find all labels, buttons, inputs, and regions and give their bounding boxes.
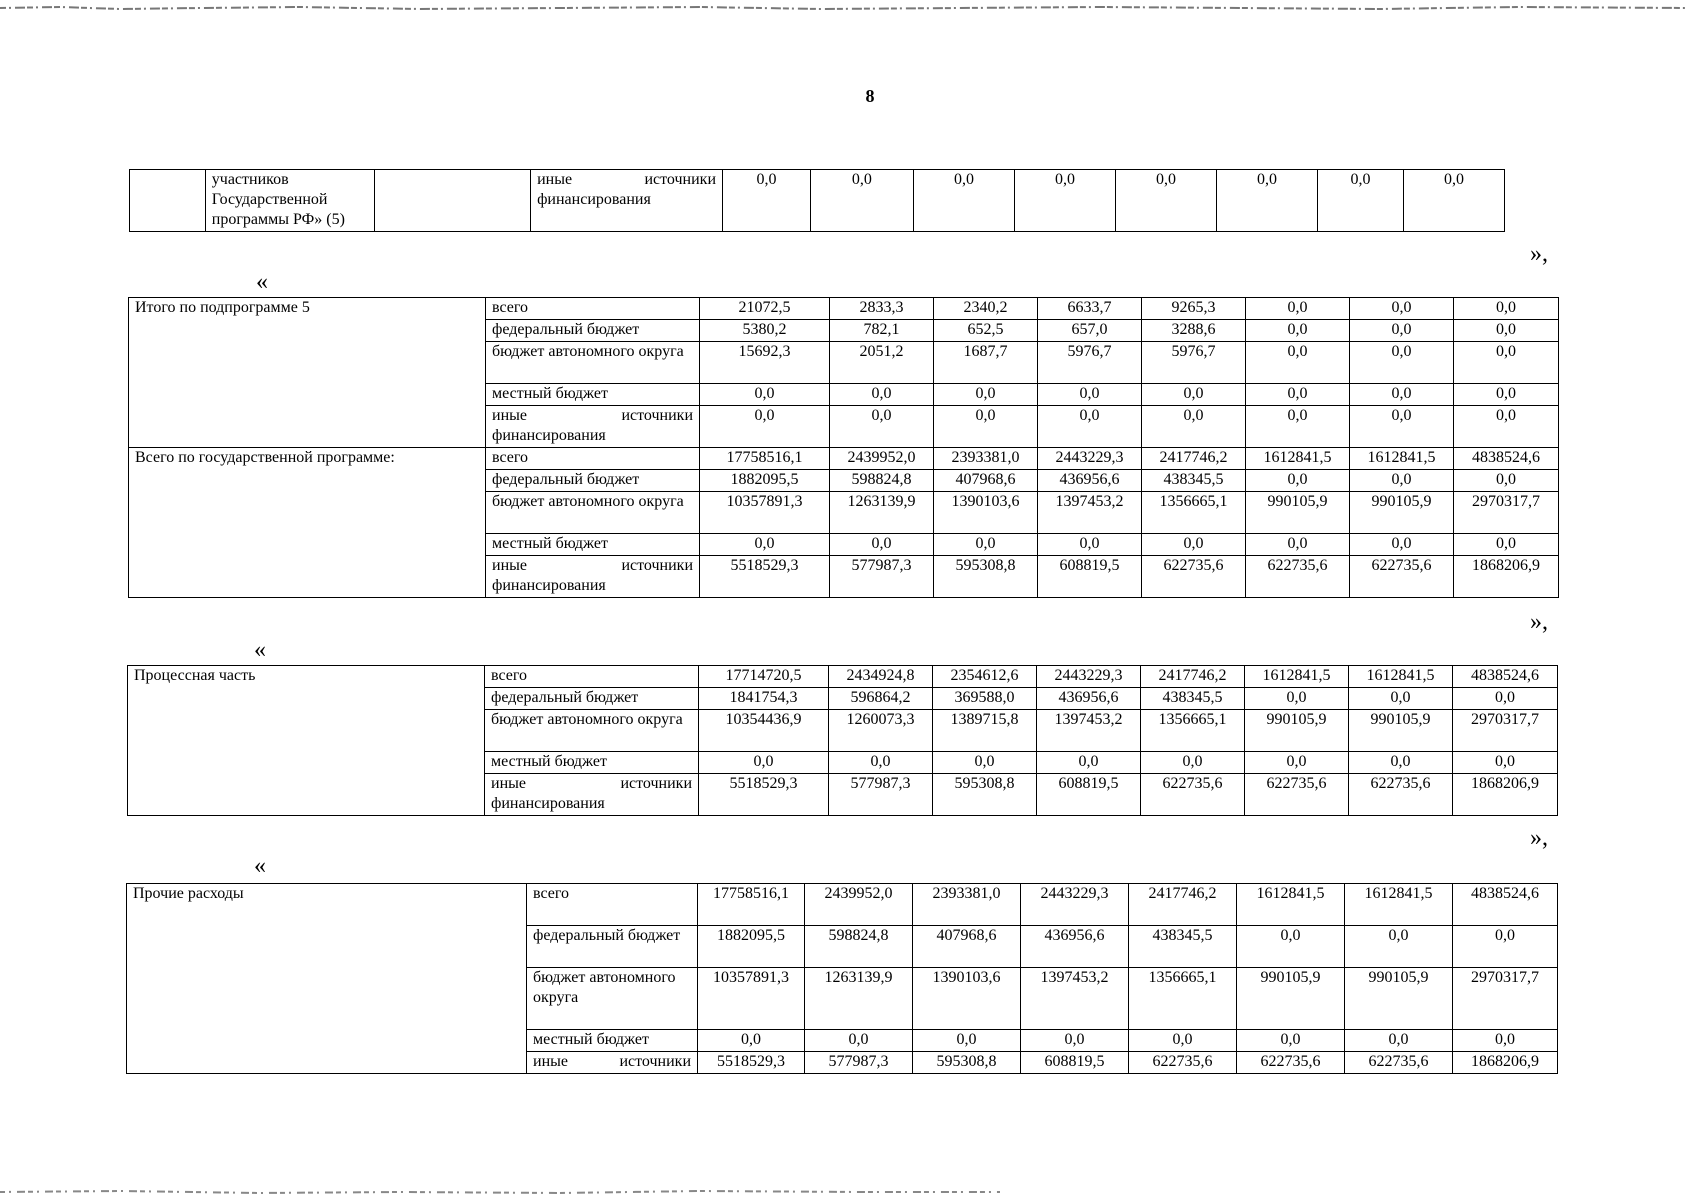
value-cell: 622735,6 (1129, 1052, 1237, 1074)
value-cell: 0,0 (1237, 926, 1345, 968)
closing-quote: », (1530, 609, 1548, 635)
value-cell: 0,0 (1454, 320, 1559, 342)
value-cell: 1389715,8 (933, 710, 1037, 752)
value-cell: 0,0 (1142, 534, 1246, 556)
value-cell: 4838524,6 (1453, 884, 1558, 926)
value-cell: 0,0 (1246, 470, 1350, 492)
source-label: федеральный бюджет (527, 926, 698, 968)
value-cell: 0,0 (1350, 534, 1454, 556)
value-cell: 0,0 (1350, 470, 1454, 492)
value-cell: 2354612,6 (933, 666, 1037, 688)
value-cell: 438345,5 (1142, 470, 1246, 492)
value-cell: 4838524,6 (1454, 448, 1559, 470)
source-label: местный бюджет (527, 1030, 698, 1052)
value-cell: 1882095,5 (700, 470, 830, 492)
value-cell: 0,0 (913, 1030, 1021, 1052)
value-cell: 1390103,6 (934, 492, 1038, 534)
value-cell: 0,0 (1454, 406, 1559, 448)
value-cell: 0,0 (1246, 534, 1350, 556)
source-label: бюджет автономного округа (486, 492, 700, 534)
value-cell: 0,0 (805, 1030, 913, 1052)
value-cell: 657,0 (1038, 320, 1142, 342)
value-cell: 0,0 (1345, 1030, 1453, 1052)
source-label: местный бюджет (486, 534, 700, 556)
value-cell: 2970317,7 (1454, 492, 1559, 534)
value-cell: 0,0 (1245, 752, 1349, 774)
value-cell: 1263139,9 (805, 968, 913, 1030)
opening-quote: « (256, 269, 268, 295)
value-cell: 622735,6 (1142, 556, 1246, 598)
value-cell: 2393381,0 (934, 448, 1038, 470)
value-cell: 0,0 (810, 170, 913, 232)
value-cell: 5976,7 (1038, 342, 1142, 384)
source-label: всего (485, 666, 699, 688)
value-cell: 990105,9 (1245, 710, 1349, 752)
value-cell: 0,0 (830, 534, 934, 556)
value-cell: 2417746,2 (1142, 448, 1246, 470)
value-cell: 5976,7 (1142, 342, 1246, 384)
value-cell: 782,1 (830, 320, 934, 342)
value-cell: 0,0 (1349, 752, 1453, 774)
value-cell: 2970317,7 (1453, 710, 1558, 752)
value-cell: 608819,5 (1037, 774, 1141, 816)
opening-quote: « (254, 637, 266, 663)
value-cell: 990105,9 (1237, 968, 1345, 1030)
value-cell: 0,0 (934, 534, 1038, 556)
value-cell: 0,0 (1038, 534, 1142, 556)
value-cell: 598824,8 (830, 470, 934, 492)
value-cell: 652,5 (934, 320, 1038, 342)
value-cell: 0,0 (1246, 298, 1350, 320)
value-cell: 2434924,8 (829, 666, 933, 688)
table-cell (375, 170, 531, 232)
value-cell: 0,0 (1453, 752, 1558, 774)
value-cell: 990105,9 (1345, 968, 1453, 1030)
value-cell: 0,0 (1142, 384, 1246, 406)
value-cell: 0,0 (723, 170, 811, 232)
value-cell: 369588,0 (933, 688, 1037, 710)
source-label: бюджет автономного округа (485, 710, 699, 752)
value-cell: 1263139,9 (830, 492, 934, 534)
value-cell: 0,0 (1318, 170, 1404, 232)
value-cell: 0,0 (1454, 342, 1559, 384)
value-cell: 0,0 (1038, 384, 1142, 406)
row-title: Всего по государственной программе: (129, 448, 486, 598)
value-cell: 10357891,3 (698, 968, 805, 1030)
value-cell: 0,0 (830, 384, 934, 406)
value-cell: 0,0 (1403, 170, 1504, 232)
value-cell: 608819,5 (1038, 556, 1142, 598)
value-cell: 0,0 (698, 1030, 805, 1052)
value-cell: 0,0 (1129, 1030, 1237, 1052)
value-cell: 0,0 (913, 170, 1014, 232)
value-cell: 595308,8 (913, 1052, 1021, 1074)
closing-quote: », (1530, 825, 1548, 851)
value-cell: 10357891,3 (700, 492, 830, 534)
value-cell: 0,0 (1453, 926, 1558, 968)
value-cell: 6633,7 (1038, 298, 1142, 320)
value-cell: 0,0 (1021, 1030, 1129, 1052)
row-title: участников Государственной программы РФ» (5) (205, 170, 375, 232)
value-cell: 0,0 (1245, 688, 1349, 710)
value-cell: 0,0 (1246, 320, 1350, 342)
value-cell: 990105,9 (1349, 710, 1453, 752)
table-row (127, 884, 1558, 926)
value-cell: 0,0 (1014, 170, 1115, 232)
value-cell: 21072,5 (700, 298, 830, 320)
value-cell: 0,0 (1350, 384, 1454, 406)
value-cell: 0,0 (1350, 298, 1454, 320)
scan-noise-bottom (0, 1186, 1000, 1198)
value-cell: 1260073,3 (829, 710, 933, 752)
value-cell: 5380,2 (700, 320, 830, 342)
value-cell: 17758516,1 (700, 448, 830, 470)
value-cell: 0,0 (933, 752, 1037, 774)
value-cell: 0,0 (699, 752, 829, 774)
value-cell: 0,0 (700, 406, 830, 448)
value-cell: 2443229,3 (1021, 884, 1129, 926)
source-label: бюджет автономного округа (527, 968, 698, 1030)
source-label: всего (527, 884, 698, 926)
source-label: всего (486, 298, 700, 320)
value-cell: 407968,6 (934, 470, 1038, 492)
value-cell: 1868206,9 (1453, 774, 1558, 816)
table-row (129, 298, 1559, 320)
value-cell: 0,0 (1454, 298, 1559, 320)
value-cell: 1687,7 (934, 342, 1038, 384)
table-row (130, 170, 1505, 232)
value-cell: 436956,6 (1038, 470, 1142, 492)
value-cell: 1390103,6 (913, 968, 1021, 1030)
value-cell: 608819,5 (1021, 1052, 1129, 1074)
value-cell: 15692,3 (700, 342, 830, 384)
value-cell: 0,0 (1217, 170, 1318, 232)
value-cell: 0,0 (1141, 752, 1245, 774)
value-cell: 622735,6 (1349, 774, 1453, 816)
value-cell: 5518529,3 (700, 556, 830, 598)
value-cell: 577987,3 (829, 774, 933, 816)
value-cell: 438345,5 (1129, 926, 1237, 968)
value-cell: 1356665,1 (1129, 968, 1237, 1030)
value-cell: 0,0 (829, 752, 933, 774)
value-cell: 990105,9 (1350, 492, 1454, 534)
value-cell: 436956,6 (1021, 926, 1129, 968)
value-cell: 1841754,3 (699, 688, 829, 710)
source-label: местный бюджет (486, 384, 700, 406)
table-totals (128, 297, 1559, 598)
scan-noise-top (0, 0, 1686, 14)
value-cell: 0,0 (1142, 406, 1246, 448)
value-cell: 10354436,9 (699, 710, 829, 752)
source-label: федеральный бюджет (486, 320, 700, 342)
value-cell: 2417746,2 (1129, 884, 1237, 926)
source-label: всего (486, 448, 700, 470)
source-label: иные источники финансирования (486, 556, 700, 598)
value-cell: 2439952,0 (830, 448, 934, 470)
value-cell: 3288,6 (1142, 320, 1246, 342)
value-cell: 1612841,5 (1345, 884, 1453, 926)
value-cell: 622735,6 (1245, 774, 1349, 816)
value-cell: 5518529,3 (698, 1052, 805, 1074)
value-cell: 2439952,0 (805, 884, 913, 926)
value-cell: 0,0 (1246, 406, 1350, 448)
value-cell: 2340,2 (934, 298, 1038, 320)
value-cell: 0,0 (1246, 384, 1350, 406)
value-cell: 0,0 (1115, 170, 1216, 232)
source-label: иные источники финансирования (531, 170, 723, 232)
table-row (128, 666, 1558, 688)
value-cell: 0,0 (1349, 688, 1453, 710)
value-cell: 407968,6 (913, 926, 1021, 968)
value-cell: 596864,2 (829, 688, 933, 710)
opening-quote: « (254, 853, 266, 879)
value-cell: 577987,3 (805, 1052, 913, 1074)
value-cell: 1612841,5 (1245, 666, 1349, 688)
value-cell: 0,0 (1454, 384, 1559, 406)
value-cell: 1356665,1 (1141, 710, 1245, 752)
closing-quote: », (1530, 241, 1548, 267)
value-cell: 1612841,5 (1350, 448, 1454, 470)
subprogram5-block (129, 298, 1559, 448)
value-cell: 622735,6 (1237, 1052, 1345, 1074)
row-title: Прочие расходы (127, 884, 527, 1074)
value-cell: 2833,3 (830, 298, 934, 320)
value-cell: 1356665,1 (1142, 492, 1246, 534)
value-cell: 5518529,3 (699, 774, 829, 816)
row-title: Итого по подпрограмме 5 (129, 298, 486, 448)
source-label: бюджет автономного округа (486, 342, 700, 384)
value-cell: 0,0 (934, 384, 1038, 406)
value-cell: 0,0 (700, 384, 830, 406)
source-label: федеральный бюджет (485, 688, 699, 710)
value-cell: 622735,6 (1246, 556, 1350, 598)
value-cell: 0,0 (700, 534, 830, 556)
value-cell: 2393381,0 (913, 884, 1021, 926)
value-cell: 598824,8 (805, 926, 913, 968)
value-cell: 595308,8 (933, 774, 1037, 816)
value-cell: 0,0 (1350, 320, 1454, 342)
value-cell: 1882095,5 (698, 926, 805, 968)
source-label: местный бюджет (485, 752, 699, 774)
value-cell: 0,0 (1038, 406, 1142, 448)
table-row (129, 448, 1559, 470)
value-cell: 1612841,5 (1349, 666, 1453, 688)
value-cell: 0,0 (1246, 342, 1350, 384)
value-cell: 622735,6 (1141, 774, 1245, 816)
source-label: иные источники (527, 1052, 698, 1074)
value-cell: 2970317,7 (1453, 968, 1558, 1030)
value-cell: 0,0 (934, 406, 1038, 448)
value-cell: 9265,3 (1142, 298, 1246, 320)
value-cell: 0,0 (1350, 342, 1454, 384)
value-cell: 2051,2 (830, 342, 934, 384)
source-label: иные источники финансирования (486, 406, 700, 448)
value-cell: 2443229,3 (1038, 448, 1142, 470)
value-cell: 0,0 (1345, 926, 1453, 968)
state-program-block (129, 448, 1559, 598)
value-cell: 1397453,2 (1038, 492, 1142, 534)
table-continuation (129, 169, 1505, 232)
value-cell: 0,0 (1454, 534, 1559, 556)
value-cell: 2443229,3 (1037, 666, 1141, 688)
value-cell: 990105,9 (1246, 492, 1350, 534)
value-cell: 0,0 (1037, 752, 1141, 774)
value-cell: 595308,8 (934, 556, 1038, 598)
value-cell: 622735,6 (1345, 1052, 1453, 1074)
value-cell: 1397453,2 (1037, 710, 1141, 752)
page-number: 8 (865, 86, 875, 106)
row-title: Процессная часть (128, 666, 485, 816)
value-cell: 577987,3 (830, 556, 934, 598)
value-cell: 0,0 (1453, 688, 1558, 710)
value-cell: 1868206,9 (1453, 1052, 1558, 1074)
table-cell (130, 170, 206, 232)
value-cell: 17714720,5 (699, 666, 829, 688)
value-cell: 1868206,9 (1454, 556, 1559, 598)
value-cell: 0,0 (1454, 470, 1559, 492)
value-cell: 0,0 (830, 406, 934, 448)
value-cell: 0,0 (1350, 406, 1454, 448)
value-cell: 438345,5 (1141, 688, 1245, 710)
value-cell: 4838524,6 (1453, 666, 1558, 688)
value-cell: 1612841,5 (1246, 448, 1350, 470)
value-cell: 436956,6 (1037, 688, 1141, 710)
source-label: иные источники финансирования (485, 774, 699, 816)
table-other-expenses (126, 883, 1558, 1074)
value-cell: 17758516,1 (698, 884, 805, 926)
value-cell: 1612841,5 (1237, 884, 1345, 926)
source-label: федеральный бюджет (486, 470, 700, 492)
value-cell: 0,0 (1453, 1030, 1558, 1052)
value-cell: 622735,6 (1350, 556, 1454, 598)
value-cell: 1397453,2 (1021, 968, 1129, 1030)
table-process-part (127, 665, 1558, 816)
value-cell: 0,0 (1237, 1030, 1345, 1052)
value-cell: 2417746,2 (1141, 666, 1245, 688)
